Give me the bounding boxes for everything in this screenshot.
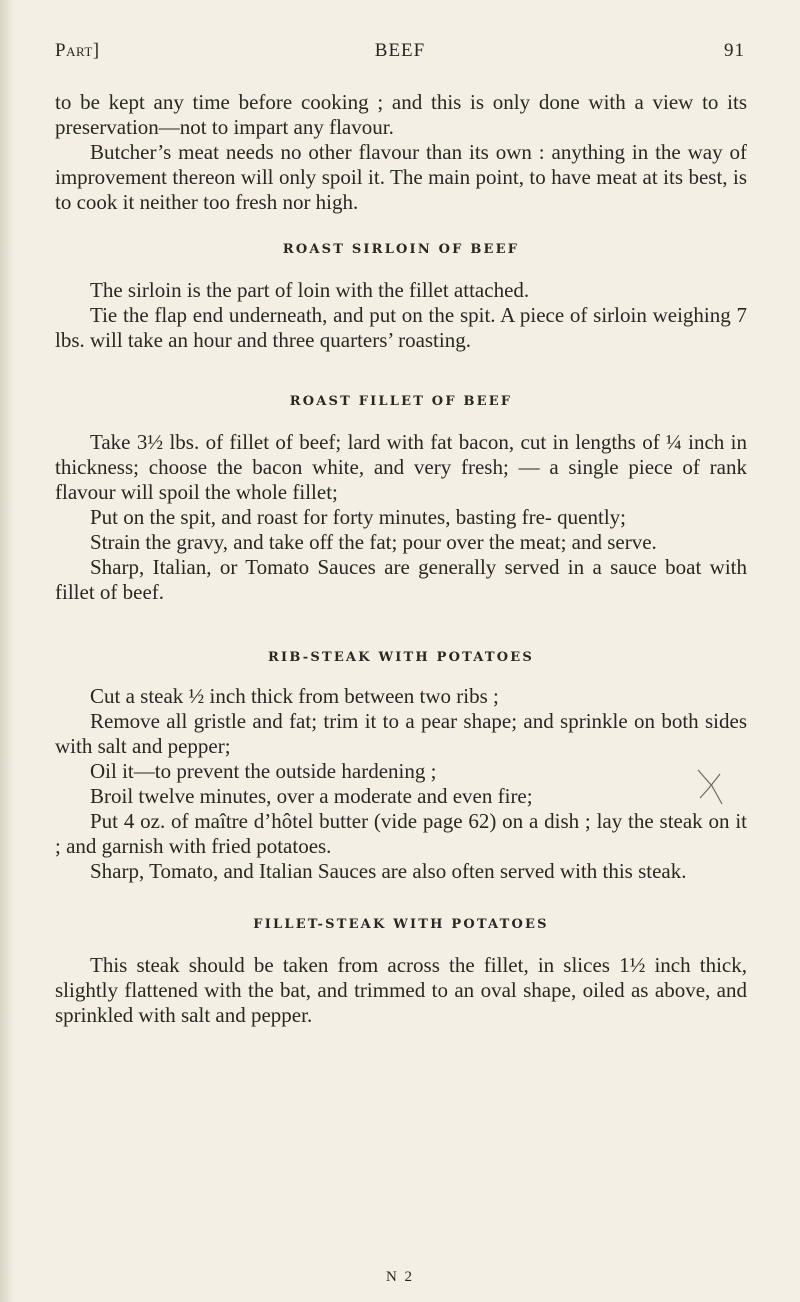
signature-mark: N 2	[385, 1269, 415, 1285]
running-header	[55, 40, 745, 68]
section-heading: ROAST SIRLOIN OF BEEF	[282, 242, 520, 257]
header-title: BEEF	[374, 40, 426, 61]
pencil-cross-mark	[692, 768, 726, 806]
binding-shadow	[0, 0, 14, 1302]
section-heading: RIB-STEAK WITH POTATOES	[268, 650, 534, 665]
section-heading: ROAST FILLET OF BEEF	[289, 394, 513, 409]
section-paragraph: Sharp, Tomato, and Italian Sauces are also often served with this steak.	[90, 859, 687, 883]
section-paragraph: Strain the gravy, and take off the fat; pour over the meat; and serve.	[90, 530, 657, 554]
section-paragraph: Take 3½ lbs. of fillet of beef; lard with fat bacon, cut in lengths of ¼ inch in thickness; choose the bacon white, and very fresh; — a single piece of rank flavour will spoil the whole fillet;	[55, 430, 747, 504]
section-heading: FILLET-STEAK WITH POTATOES	[253, 917, 549, 932]
section-paragraph: Remove all gristle and fat; trim it to a pear shape; and sprinkle on both sides with salt and pepper;	[55, 709, 747, 758]
section-paragraph: Tie the flap end underneath, and put on the spit. A piece of sirloin weighing 7 lbs. will take an hour and three quarters’ roasting.	[55, 303, 747, 352]
section-paragraph: This steak should be taken from across the fillet, in slices 1½ inch thick, slightly flattened with the bat, and trimmed to an oval shape, oiled as above, and sprinkled with salt and pepper.	[55, 953, 747, 1027]
section-paragraph: Broil twelve minutes, over a moderate and even fire;	[90, 784, 533, 808]
section-paragraph: The sirloin is the part of loin with the fillet attached.	[90, 278, 530, 302]
section-paragraph: Put on the spit, and roast for forty minutes, basting fre- quently;	[90, 505, 626, 529]
section-paragraph: Sharp, Italian, or Tomato Sauces are generally served in a sauce boat with fillet of beef.	[55, 555, 747, 604]
page-body	[55, 90, 747, 1028]
page-number: 91	[724, 40, 745, 61]
intro-paragraph: to be kept any time before cooking ; and this is only done with a view to its preservation—not to impart any flavour.	[55, 90, 747, 139]
section-paragraph: Cut a steak ½ inch thick from between two ribs ;	[90, 684, 499, 708]
header-section: Part]	[55, 40, 100, 61]
section-paragraph: Put 4 oz. of maître d’hôtel butter (vide page 62) on a dish ; lay the steak on it ; and garnish with fried potatoes.	[55, 809, 747, 858]
section-paragraph: Oil it—to prevent the outside hardening ;	[90, 759, 437, 783]
intro-paragraph: Butcher’s meat needs no other flavour than its own : anything in the way of improvement thereon will only spoil it. The main point, to have meat at its best, is to cook it neither too fresh nor high.	[55, 140, 747, 214]
